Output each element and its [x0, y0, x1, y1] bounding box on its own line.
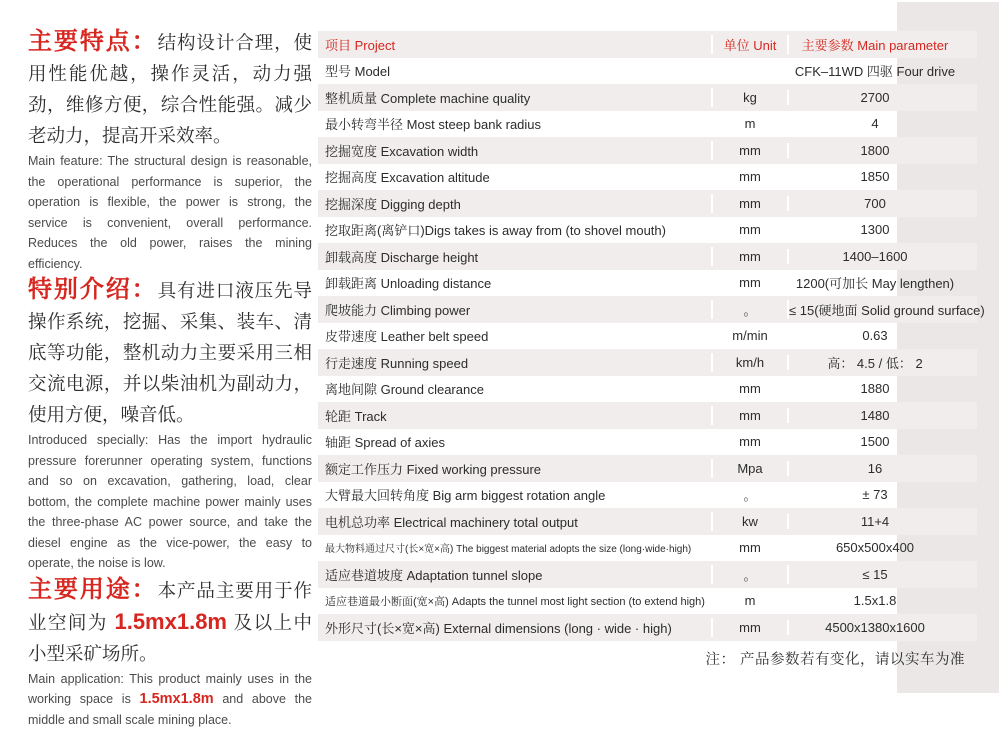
cell-name: 挖掘深度 Digging depth [318, 194, 713, 213]
application-heading: 主要用途： [28, 576, 158, 603]
application-paragraph-cn [28, 574, 312, 669]
table-row [318, 349, 977, 376]
table-row [318, 190, 977, 217]
cell-unit: km/h [713, 355, 789, 370]
table-row [318, 614, 977, 641]
cell-value: 2700 [789, 90, 961, 105]
header-project: 项目 Project [318, 35, 713, 54]
application-text-cn-tail: 及以上中小型采矿场所。 [28, 612, 312, 664]
cell-unit: m [713, 116, 789, 131]
cell-name: 爬坡能力 Climbing power [318, 300, 713, 319]
cell-name: 电机总功率 Electrical machinery total output [318, 512, 713, 531]
table-header-row [318, 31, 977, 58]
cell-value: 1500 [789, 434, 961, 449]
cell-unit: 。 [713, 565, 789, 584]
table-row [318, 588, 977, 615]
cell-name: 外形尺寸(长×宽×高) External dimensions (long · wide · high) [318, 618, 713, 637]
intro-paragraph-cn [28, 274, 312, 430]
application-paragraph-en [28, 669, 312, 730]
feature-paragraph-cn [28, 26, 312, 151]
feature-text-cn: 结构设计合理，使用性能优越，操作灵活，动力强劲，维修方便，综合性能强。减少老动力，提高开采效率。 [28, 32, 312, 146]
table-row [318, 217, 977, 244]
cell-name: 挖掘宽度 Excavation width [318, 141, 713, 160]
table-row [318, 243, 977, 270]
cell-unit [713, 63, 789, 78]
application-text-cn: 本产品主要用于作业空间为 [28, 580, 312, 633]
cell-value: ≤ 15(硬地面 Solid ground surface) [789, 300, 961, 319]
feature-paragraph-en: Main feature: The structural design is reasonable, the operational performance is superior, the operation is flexible, the power is strong, the service is convenient, overall performance. Reduces the old power, raises the mining efficiency. [28, 151, 312, 274]
cell-value: 11+4 [789, 514, 961, 529]
cell-name: 皮带速度 Leather belt speed [318, 326, 713, 345]
cell-name: 轮距 Track [318, 406, 713, 425]
cell-unit: mm [713, 434, 789, 449]
intro-heading: 特别介绍： [28, 276, 158, 303]
cell-unit: kg [713, 90, 789, 105]
table-row [318, 270, 977, 297]
cell-name: 最大物料通过尺寸(长×宽×高) The biggest material adopts the size (long·wide·high) [318, 540, 713, 555]
application-text-en: Main application: This product mainly uses in the working space is [28, 672, 312, 707]
cell-unit: m/min [713, 328, 789, 343]
cell-unit: 。 [713, 485, 789, 504]
cell-value: 1300 [789, 222, 961, 237]
cell-value: CFK–11WD 四驱 Four drive [789, 61, 961, 80]
cell-unit: mm [713, 620, 789, 635]
cell-name: 额定工作压力 Fixed working pressure [318, 459, 713, 478]
spec-table [318, 31, 977, 641]
cell-unit: kw [713, 514, 789, 529]
cell-unit: mm [713, 408, 789, 423]
cell-name: 挖取距离(离铲口)Digs takes is away from (to shovel mouth) [318, 220, 713, 239]
cell-name: 挖掘高度 Excavation altitude [318, 167, 713, 186]
cell-value: 4500x1380x1600 [789, 620, 961, 635]
spec-table-body [318, 58, 977, 641]
cell-value: 1800 [789, 143, 961, 158]
cell-value: ≤ 15 [789, 567, 961, 582]
table-row [318, 455, 977, 482]
workspace-size-highlight-en: 1.5mx1.8m [140, 691, 214, 707]
feature-heading: 主要特点： [28, 28, 158, 55]
table-row [318, 561, 977, 588]
cell-name: 卸载距离 Unloading distance [318, 273, 713, 292]
cell-unit: Mpa [713, 461, 789, 476]
cell-unit: mm [713, 143, 789, 158]
table-row [318, 402, 977, 429]
intro-text-cn: 具有进口液压先导操作系统，挖掘、采集、装车、清底等功能，整机动力主要采用三相交流电源，并以柴油机为副动力，使用方便，噪音低。 [28, 280, 312, 425]
table-row [318, 164, 977, 191]
cell-value: 650x500x400 [789, 540, 961, 555]
cell-unit: mm [713, 540, 789, 555]
cell-value: 1480 [789, 408, 961, 423]
header-param: 主要参数 Main parameter [789, 35, 961, 54]
cell-unit: mm [713, 249, 789, 264]
cell-value: 高： 4.5 / 低： 2 [789, 353, 961, 372]
table-row [318, 58, 977, 85]
application-text-en-tail: and above the middle and small scale mining place. [28, 692, 312, 727]
table-row [318, 482, 977, 509]
cell-name: 最小转弯半径 Most steep bank radius [318, 114, 713, 133]
intro-panel [28, 26, 312, 730]
cell-value: 1200(可加长 May lengthen) [789, 273, 961, 292]
header-unit: 单位 Unit [713, 35, 789, 54]
cell-value: 1400–1600 [789, 249, 961, 264]
cell-name: 行走速度 Running speed [318, 353, 713, 372]
cell-unit: mm [713, 169, 789, 184]
table-row [318, 296, 977, 323]
cell-unit: 。 [713, 300, 789, 319]
cell-unit: mm [713, 381, 789, 396]
table-row [318, 84, 977, 111]
workspace-size-highlight-cn: 1.5mx1.8m [114, 609, 227, 634]
cell-name: 大臂最大回转角度 Big arm biggest rotation angle [318, 485, 713, 504]
footnote: 注： 产品参数若有变化，请以实车为准 [705, 648, 965, 669]
intro-paragraph-en: Introduced specially: Has the import hydraulic pressure forerunner operating system, functions and so on excavation, gathering, load, clear bottom, the complete machine power mainly uses the three-phase AC power source, and take the diesel engine as the vice-power, the easy to operate, the noise is low. [28, 430, 312, 574]
cell-name: 轴距 Spread of axies [318, 432, 713, 451]
cell-name: 整机质量 Complete machine quality [318, 88, 713, 107]
table-row [318, 376, 977, 403]
cell-name: 离地间隙 Ground clearance [318, 379, 713, 398]
cell-name: 卸载高度 Discharge height [318, 247, 713, 266]
cell-value: 16 [789, 461, 961, 476]
cell-name: 适应巷道坡度 Adaptation tunnel slope [318, 565, 713, 584]
cell-unit: m [713, 593, 789, 608]
cell-unit: mm [713, 222, 789, 237]
cell-value: 1.5x1.8 [789, 593, 961, 608]
cell-unit: mm [713, 275, 789, 290]
cell-value: 700 [789, 196, 961, 211]
table-row [318, 137, 977, 164]
table-row [318, 429, 977, 456]
table-row [318, 111, 977, 138]
cell-value: 1850 [789, 169, 961, 184]
cell-value: ± 73 [789, 487, 961, 502]
table-row [318, 508, 977, 535]
cell-name: 适应巷道最小断面(宽×高) Adapts the tunnel most light section (to extend high) [318, 593, 713, 609]
cell-name: 型号 Model [318, 61, 713, 80]
cell-value: 1880 [789, 381, 961, 396]
cell-unit: mm [713, 196, 789, 211]
cell-value: 4 [789, 116, 961, 131]
cell-value: 0.63 [789, 328, 961, 343]
table-row [318, 535, 977, 562]
table-row [318, 323, 977, 350]
